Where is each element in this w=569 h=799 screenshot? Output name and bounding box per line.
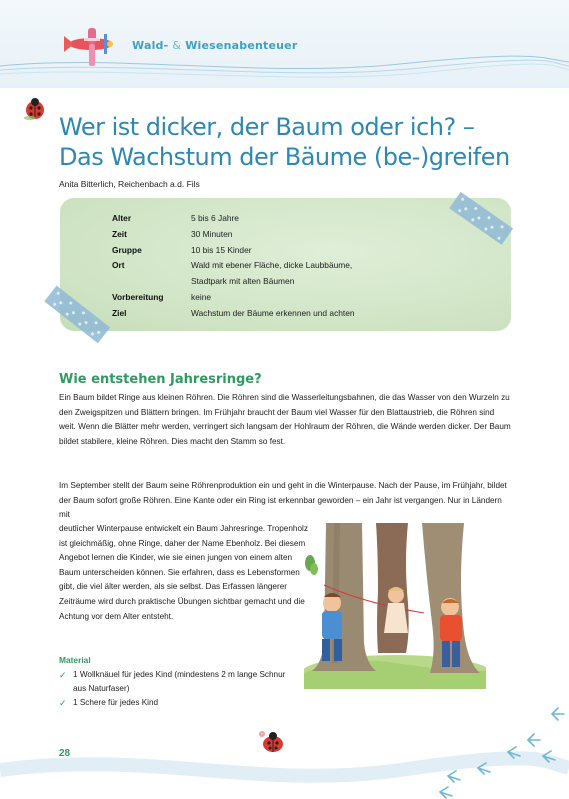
series-title-part1: Wald-	[132, 39, 169, 52]
info-row	[112, 306, 381, 322]
info-value: Wachstum der Bäume erkennen und achten	[191, 307, 355, 318]
material-list	[59, 668, 289, 711]
info-key: Alter	[112, 213, 132, 223]
children-measuring-trees-illustration	[304, 523, 486, 689]
info-value: Stadtpark mit alten Bäumen	[191, 276, 295, 287]
material-item	[59, 696, 289, 710]
info-value: 5 bis 6 Jahre	[191, 213, 239, 223]
series-title-amp: &	[172, 39, 182, 52]
ladybug-on-flower-icon	[256, 726, 290, 754]
section-heading: Wie entstehen Jahresringe?	[59, 372, 262, 387]
checkmark-icon: ✓	[59, 698, 67, 709]
arrow-decorations	[430, 700, 569, 799]
info-key: Ziel	[112, 307, 127, 318]
ladybug-icon	[22, 96, 48, 122]
info-key: Ort	[112, 260, 125, 271]
material-item-text: 1 Wollknäuel für jedes Kind (mindestens 2 m lange Schnur aus Naturfaser)	[73, 670, 286, 694]
info-key: Zeit	[112, 228, 127, 239]
info-key: Vorbereitung	[112, 291, 164, 302]
title-line-1: Wer ist dicker, der Baum oder ich? –	[59, 113, 475, 141]
info-key	[112, 274, 191, 290]
info-row	[112, 211, 381, 227]
info-row	[112, 227, 381, 243]
info-key: Gruppe	[112, 244, 142, 255]
series-title	[132, 39, 297, 52]
paragraph-3: deutlicher Winterpause entwickelt ein Baum Jahresringe. Tropenholz ist gleichmäßig, ohne Ringe, daher der Name Ebenholz. Bei diesem Angebot lernen die Kinder, wie sie einen jungen von einem alten Baum unterscheiden können. Sie erfahren, dass es Lebensformen gibt, die viel älter werden, als sie selbst. Das Erfassen längerer Zeiträume wird durch praktische Übungen sichtbar gemacht und die Achtung vor dem Alter entsteht.	[59, 524, 308, 621]
paragraph-1: Ein Baum bildet Ringe aus kleinen Röhren. Die Röhren sind die Wasserleitungsbahnen, die das Wasser von den Wurzeln zu den Zweigspitzen und Blättern bringen. Im Frühjahr braucht der Baum viel Wasser für den Blattaustrieb, die Röhren sind weit. Wenn die Blätter mehr werden, verringert sich langsam der Hohlraum der Röhren, die Wände werden dicker. Der Baum bildet stabilere, kleine Röhren. Dies macht den Stamm so fest.	[59, 393, 511, 446]
checkmark-icon: ✓	[59, 670, 67, 680]
title-line-2: Das Wachstum der Bäume (be-)greifen	[59, 143, 510, 171]
info-row	[112, 243, 381, 259]
info-value: 30 Minuten	[191, 228, 233, 239]
info-table	[112, 211, 381, 322]
airplane-icon	[60, 22, 122, 70]
article-title	[59, 112, 539, 172]
author-line: Anita Bitterlich, Reichenbach a.d. Fils	[59, 179, 200, 189]
info-row	[112, 290, 381, 306]
info-value: keine	[191, 291, 212, 302]
info-row	[112, 274, 381, 290]
info-value: Wald mit ebener Fläche, dicke Laubbäume,	[191, 260, 353, 271]
info-row	[112, 258, 381, 274]
series-title-part2: Wiesenabenteuer	[185, 39, 298, 52]
page-number: 28	[59, 748, 71, 759]
washi-tape-top-right	[440, 190, 520, 250]
material-item-text: 1 Schere für jedes Kind	[73, 698, 159, 708]
washi-tape-bottom-left	[36, 284, 116, 348]
info-value: 10 bis 15 Kinder	[191, 244, 252, 255]
material-item	[59, 668, 289, 696]
material-heading: Material	[59, 655, 91, 665]
paragraph-2: Im September stellt der Baum seine Röhrenproduktion ein und geht in die Winterpause. Nach der Pause, im Frühjahr, bildet der Baum sofort große Röhren. Eine Kante oder ein Ring ist erkennbar geworden – ein Jahr ist vergangen. Nur in Ländern mit	[59, 481, 507, 520]
